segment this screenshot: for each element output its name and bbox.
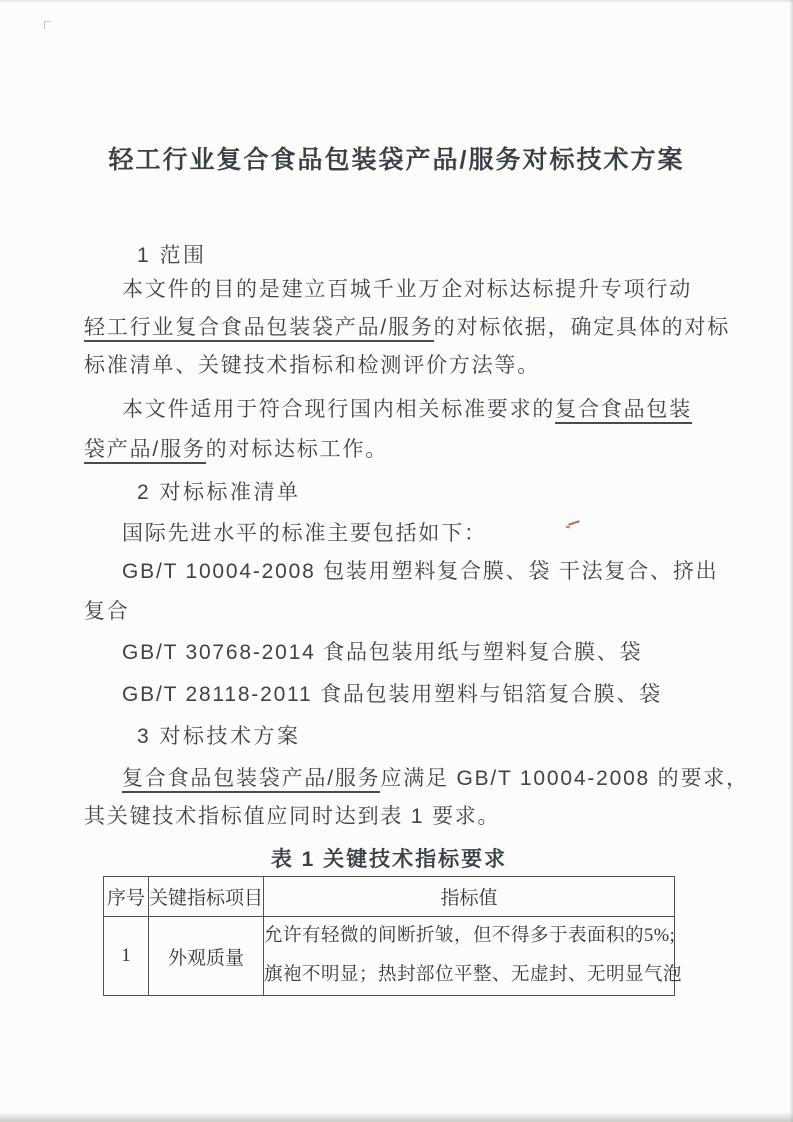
indicator-table (103, 876, 683, 996)
section2-intro: 国际先进水平的标准主要包括如下： (122, 522, 487, 545)
underlined-phrase: 轻工行业复合食品包装袋产品/服务 (84, 316, 434, 342)
para3-line1 (122, 765, 749, 792)
header-cell-seq: 序号 (104, 877, 149, 917)
para2-line2 (84, 436, 388, 463)
para2-line2-rest: 的对标达标工作。 (205, 438, 389, 461)
standard-item: GB/T 10004-2008 包装用塑料复合膜、袋 干法复合、挤出 (122, 560, 719, 583)
scan-edge-bottom (0, 1112, 793, 1122)
cell-value (264, 917, 683, 996)
section2-heading: 2 对标标准清单 (137, 481, 301, 504)
section1-heading: 1 范围 (137, 244, 207, 267)
table-row (104, 917, 675, 996)
cell-seq: 1 (104, 917, 149, 996)
standard-item: GB/T 30768-2014 食品包装用纸与塑料复合膜、袋 (122, 641, 643, 664)
underlined-phrase: 袋产品/服务 (84, 438, 206, 464)
scan-edge-right (789, 0, 793, 1122)
scan-edge-top (0, 0, 793, 3)
doc-title: 轻工行业复合食品包装袋产品/服务对标技术方案 (108, 146, 685, 174)
underlined-phrase: 复合食品包装袋产品/服务 (122, 767, 380, 793)
para1-line2 (84, 314, 730, 341)
underlined-phrase: 复合食品包装 (555, 398, 692, 424)
table-header-row (104, 877, 675, 917)
para2-line1-lead: 本文件适用于符合现行国内相关标准要求的 (122, 398, 556, 421)
red-pen-mark (568, 520, 580, 526)
header-cell-value: 指标值 (264, 877, 675, 917)
header-cell-item: 关键指标项目 (149, 877, 264, 917)
cell-value-line2: 旗袍不明显；热封部位平整、无虚封、无明显气泡 (264, 965, 683, 985)
scan-speck (44, 21, 51, 29)
cell-item: 外观质量 (149, 917, 264, 996)
para1-line2-rest: 的对标依据，确定具体的对标 (433, 316, 731, 339)
para3-line1-rest: 应满足 GB/T 10004-2008 的要求， (380, 767, 749, 790)
para2-line1 (122, 396, 692, 423)
standard-item: GB/T 28118-2011 食品包装用塑料与铝箔复合膜、袋 (122, 683, 663, 706)
table1-caption: 表 1 关键技术指标要求 (270, 848, 508, 871)
standard-item-continuation: 复合 (84, 600, 130, 623)
para1-line3: 标准清单、关键技术指标和检测评价方法等。 (84, 354, 540, 377)
para1-line1: 本文件的目的是建立百城千业万企对标达标提升专项行动 (122, 278, 692, 301)
section3-heading: 3 对标技术方案 (137, 725, 301, 748)
para3-line2: 其关键技术指标值应同时达到表 1 要求。 (84, 805, 501, 828)
cell-value-line1: 允许有轻微的间断折皱，但不得多于表面积的5%; (264, 926, 676, 946)
